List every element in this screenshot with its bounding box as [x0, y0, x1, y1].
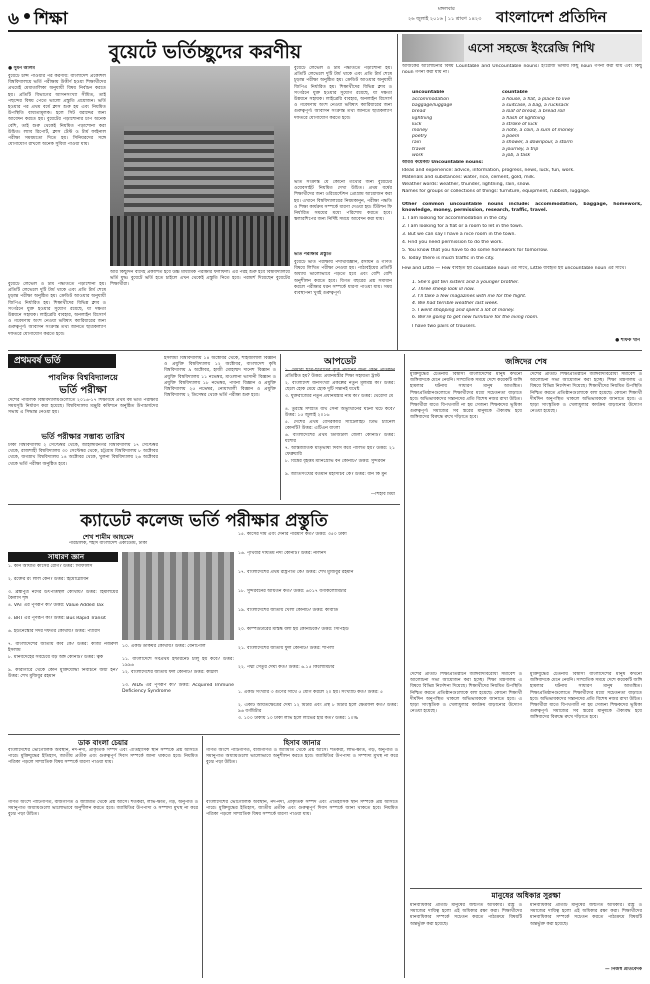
gk-item: ১৮. সুন্দরবনের আয়তন কত? উত্তর: ৬০১৭ বর্গকিলোমিটার [238, 589, 347, 594]
update-item: ৪. তুরস্কে সম্প্রতি ব্যর্থ সেনা অভ্যুত্থানের ঘটনা ঘটে কবে? উত্তর: ১৫ জুলাই ২০১৬ [285, 407, 395, 419]
example2-item: 4. We had terrible weather last week. [412, 301, 499, 306]
buet-subhead: ভর্তি পরীক্ষার প্রস্তুতি [294, 252, 332, 257]
cadet-bottom-divider [202, 736, 203, 978]
gk-item: ৫. BRT এর পূর্ণরূপ কী? উত্তর: Bus Rapid Transit [8, 616, 106, 621]
side-bottom-rule [410, 888, 642, 889]
admission-title-1: পাবলিক বিশ্ববিদ্যালয়ে [48, 373, 118, 382]
noun-countable: a suitcase, a bag, a rucksack [502, 103, 569, 109]
math-body-2: বাংলাদেশের ভৌগোলিক অবস্থান, নদ-নদী, প্রাকৃতিক সম্পদ এবং ঐতিহাসিক স্থান সম্পর্কে প্রশ্ন আসতে পারে। মুক্তিযুদ্ধের ইতিহাস, জাতীয় প্রতীক এবং গুরুত্বপূর্ণ দিবস সম্পর্কে জানা থাকতে হবে। নিয়মিত পত্রিকা পড়লে সাম্প্রতিক বিষয় সম্পর্কে ধারণা পাওয়া যায়। [206, 800, 398, 818]
right-col-divider [404, 354, 405, 978]
gk-item: ৯. কারাগারে থেকে কোন মুক্তিযোদ্ধা নির্বাচনে জয়ী হন? উত্তর: শেখ মুজিবুর রহমান [8, 668, 118, 680]
noun-uncountable: money [412, 128, 428, 134]
rights-title: মানুষের অধিকার সুরক্ষা [491, 891, 561, 900]
others-line: Other common uncountable nouns include: accommodation, baggage, homework, knowledge, money, permission, research, traffic, travel. [402, 202, 642, 214]
section-divider [8, 350, 642, 351]
example-item: 1. I am looking for accommodation in the city. [402, 216, 508, 221]
noun-countable: a house, a flat, a place to live [502, 97, 571, 102]
bullet-icon [24, 13, 30, 19]
noun-countable: a note, a coin, a sum of money [502, 128, 574, 134]
gk-header: সাধারণ জ্ঞান [8, 552, 118, 562]
paper-name: বাংলাদেশ প্রতিদিন [496, 8, 607, 26]
example2-item: 5. I went shopping and spent a lot of money. [412, 308, 515, 313]
col-divider [397, 34, 398, 350]
example-item: 2. I am looking for a flat or a room to let in the town. [402, 224, 524, 229]
update-list [285, 368, 395, 485]
gk-item: ১৩. AIDS এর পূর্ণরূপ কী? উত্তর: Acquired Immune Deficiency Syndrome [122, 683, 234, 695]
english-banner [402, 34, 642, 62]
students-photo [402, 34, 464, 62]
update-item: ৩. যুক্তরাজ্যের নতুন প্রধানমন্ত্রীর নাম কী? উত্তর: থেরেসা মে [285, 394, 394, 399]
update-item: ৬. বাংলাদেশের প্রথম ডিজিটাল জেলা কোনটি? উত্তর: যশোর [285, 433, 395, 445]
gk-item: ১৫. কীসের দাম এবং দেনার পরিমাণ কত? উত্তর: ৩৫০ টাকা [238, 532, 347, 537]
update-item: ৫. দেশের প্রথম বেসরকারি স্যাটেলাইট টিভি চ্যানেল কোনটি? উত্তর: এটিএন বাংলা [285, 420, 395, 432]
rights-credit: — নিজস্ব প্রতিবেদক [605, 967, 642, 972]
map-body: বাংলাদেশের ভৌগোলিক অবস্থান, নদ-নদী, প্রাকৃতিক সম্পদ এবং ঐতিহাসিক স্থান সম্পর্কে প্রশ্ন আসতে পারে। মুক্তিযুদ্ধের ইতিহাস, জাতীয় প্রতীক এবং গুরুত্বপূর্ণ দিবস সম্পর্কে জানা থাকতে হবে। নিয়মিত পত্রিকা পড়লে সাম্প্রতিক বিষয় সম্পর্কে ধারণা পাওয়া যায়। [8, 748, 198, 766]
col-head-uncountable: uncountable [412, 90, 445, 95]
gk-item: ১৯. বাংলাদেশের জাতীয় খেলা কোনটি? উত্তর: কাবাডি [238, 608, 339, 613]
side-title: জঙ্গিদের শেষ [410, 356, 642, 371]
buet-col3: ভর্তি সংক্রান্ত যে কোনো তথ্যের জন্য বুয়েটের ওয়েবসাইট নিয়মিত দেখা উচিত। প্রথম বর্ষের শিক্ষার্থীদের জন্য ওরিয়েন্টেশন প্রোগ্রাম আয়োজন করা হয়। এখানে বিশ্ববিদ্যালয়ের নিয়মকানুন, পরীক্ষা পদ্ধতি ও শিক্ষা কার্যক্রম সম্পর্কে ধারণা দেওয়া হয়। টিউশন ফি নির্ধারিত সময়ের মধ্যে পরিশোধ করতে হবে। স্কলারশিপের জন্য নির্দিষ্ট সময়ে আবেদন করা যায়। [294, 180, 392, 223]
buet-byline: ● সুমন আলম [8, 66, 35, 71]
noun-countable: a stroke of luck [502, 121, 538, 127]
math-header: হিসাব জানার [283, 739, 321, 747]
buet-col1: বুয়েটে চান্স পাওয়ার পর করণীয়: বাংলাদেশ প্রকৌশল বিশ্ববিদ্যালয়ে ভর্তি পরীক্ষায় উত্তীর্ণ হওয়া শিক্ষার্থীদের প্রথমেই মেধাতালিকা অনুযায়ী বিষয় নির্বাচন করতে হয়। প্রতিটি বিভাগের আসনসংখ্যা সীমিত, তাই পছন্দের বিষয় পেতে ভালো প্রস্তুতি প্রয়োজন। ভর্তি হওয়ার পর প্রথম বর্ষে ক্লাস শুরু হয় এবং নিয়মিত উপস্থিতি বাধ্যতামূলক। হলে সিট বরাদ্দের জন্য আবেদন করতে হয়। বুয়েটের পড়াশোনার চাপ অনেক বেশি, তাই শুরু থেকেই নিয়মিত পড়াশোনা করা উচিত। ল্যাব রিপোর্ট, ক্লাস টেস্ট ও টার্ম ফাইনাল পরীক্ষা সময়মতো দিতে হয়। সিনিয়রদের সঙ্গে যোগাযোগ রাখলে অনেক সুবিধা পাওয়া যায়। [8, 74, 106, 148]
gk-item: ২২. পদ্মা সেতুর দৈর্ঘ্য কত? উত্তর: ৬.১৫ কিলোমিটার [238, 665, 335, 670]
english-byline: ● শফিক খান [615, 338, 640, 343]
buet-title: বুয়েটে ভর্তিচ্ছুদের করণীয় [108, 41, 302, 63]
example2-item: 3. I'll take a few magazines with me for the flight. [412, 294, 527, 299]
rights-body: মানবাধিকার প্রতিটি মানুষের জন্মগত অধিকার। রাষ্ট্র ও সমাজের দায়িত্ব হলো এই অধিকার রক্ষা করা। শিক্ষার্থীদের মানবাধিকার সম্পর্কে সচেতন করতে পাঠ্যক্রমে বিষয়টি অন্তর্ভুক্ত করা হয়েছে। [410, 903, 522, 927]
noun-uncountable: bread [412, 109, 426, 115]
crowd-shape [110, 216, 290, 266]
update-title: আপডেট [285, 354, 395, 371]
noun-countable: a job, a task [502, 152, 531, 158]
noun-countable: a flash of lightning [502, 115, 545, 121]
gk-item: ১৬. পৃথিবীর দীর্ঘতম নদী কোনটি? উত্তর: নীলনদ [238, 551, 327, 556]
examples2-list [412, 280, 642, 322]
ideas-line: Ideas and experience: advice, information, progress, news, luck, fun, work. [402, 168, 575, 173]
noun-uncountable: accommodation [412, 97, 449, 102]
gk-item: ১১. বাংলাদেশে সর্বপ্রথম ইন্টারনেট চালু হয় কবে? উত্তর: ১৯৯৬ [122, 657, 234, 669]
noun-uncountable: travel [412, 146, 426, 152]
examples-list [402, 216, 642, 264]
cadet-author-role: পরিচালক, শহীদ বাংলাদেশ একাডেমি, ঢাকা [68, 541, 148, 546]
admission-divider [280, 354, 281, 500]
noun-row [412, 153, 642, 159]
update-item: ৭. আন্তর্জাতিক মাতৃভাষা দিবস কবে পালিত হয়? উত্তর: ২১ ফেব্রুয়ারি [285, 446, 395, 458]
section-title: শিক্ষা [34, 9, 68, 29]
gk-item: ৬. ইউনেস্কোর সদর দফতর কোথায়? উত্তর: প্যারিস [8, 629, 100, 634]
admission-body: দেশের পাবলিক বিশ্ববিদ্যালয়গুলোতে ২০১৬-১৭ শিক্ষাবর্ষে প্রথম বর্ষ ভর্তি পরীক্ষার সময়সূচি নির্ধারণ করা হয়েছে। বিশ্ববিদ্যালয় মঞ্জুরি কমিশনে অনুষ্ঠিত উপাচার্যদের সভায় এ সিদ্ধান্ত নেওয়া হয়। [8, 398, 158, 416]
gk-item: ১. কীন আঘাত কীসের রোগ? উত্তর: সিফিলিস [8, 564, 93, 569]
admission-title-2: ভর্তি পরীক্ষা [59, 385, 107, 396]
noun-uncountable: poetry [412, 134, 427, 140]
map-header: ডাক বাংলা চেয়ার [78, 739, 128, 747]
materials-line: Materials and substances: water, rice, cement, gold, milk. [402, 175, 536, 180]
gk-item: ৪. VAT এর পূর্ণরূপ কী? উত্তর: Value Added Tax [8, 603, 104, 608]
noun-rows [412, 97, 642, 159]
math-item: ১. একটি সংখ্যার ৩ গুণের সাথে ৫ যোগ করলে ২০ হয়। সংখ্যাটি কত? উত্তর: ৫ [238, 690, 384, 695]
masthead [8, 4, 642, 30]
gk-list [8, 564, 118, 681]
side-body-4: মুক্তিযুদ্ধের চেতনায় বিশ্বাসী বাংলাদেশের মানুষ কখনো জঙ্গিবাদকে মেনে নেয়নি। সাম্প্রতিক সময়ে দেশে কয়েকটি জঙ্গি হামলার ঘটনায় সাধারণ মানুষ আতঙ্কিত। শিক্ষাপ্রতিষ্ঠানগুলোতে শিক্ষার্থীদের মধ্যে সচেতনতা বাড়াতে হবে। অভিভাবকদের সন্তানদের প্রতি বিশেষ নজর রাখা উচিত। শিক্ষার্থীরা যাতে বিপথগামী না হয় সেজন্য শিক্ষকদের ভূমিকা গুরুত্বপূর্ণ। সমাজের সব স্তরের মানুষকে ঐক্যবদ্ধ হয়ে জঙ্গিবাদের বিরুদ্ধে রুখে দাঁড়াতে হবে। [530, 672, 642, 721]
more-nouns-head: আরও কয়েকটি Uncountable nouns: [402, 160, 484, 165]
example-item: 5. You know that you have to do some homework for tomorrow. [402, 248, 548, 253]
cadet-author: শেখ শামীম আহমেদ [82, 533, 134, 541]
buet-col1b: বুয়েটে লেভেল ও টার্ম পদ্ধতিতে পড়াশোনা হয়। প্রতিটি লেভেলে দুটি টার্ম থাকে এবং প্রতি টার্ম শেষে চূড়ান্ত পরীক্ষা অনুষ্ঠিত হয়। ক্রেডিট আওয়ার অনুযায়ী জিপিএ নির্ধারিত হয়। শিক্ষার্থীদের বিভিন্ন ক্লাব ও সংগঠনে যুক্ত হওয়ার সুযোগ রয়েছে, যা দক্ষতা উন্নয়নে সহায়ক। লাইব্রেরি ব্যবহার, অনলাইন রিসোর্স ও গবেষণায় অংশ নেওয়া ভবিষ্যৎ ক্যারিয়ারের জন্য গুরুত্বপূর্ণ। আবাসন সংক্রান্ত তথ্য জানতে ছাত্রকল্যাণ দফতরে যোগাযোগ করতে হবে। [8, 282, 106, 337]
admission-dates: ঢাকা বিশ্ববিদ্যালয় ২ সেপ্টেম্বর থেকে, জাহাঙ্গীরনগর বিশ্ববিদ্যালয় ১৭ সেপ্টেম্বর থেকে, রাজশাহী বিশ্ববিদ্যালয় ৩০ সেপ্টেম্বর থেকে, চট্টগ্রাম বিশ্ববিদ্যালয় ৮ অক্টোবর থেকে, জগন্নাথ বিশ্ববিদ্যালয় ১৪ অক্টোবর থেকে, খুলনা বিশ্ববিদ্যালয় ২৬ অক্টোবর থেকে ভর্তি পরীক্ষা অনুষ্ঠিত হবে। [8, 443, 158, 467]
side-body-3: দেশের প্রতিটি শিক্ষাপ্রতিষ্ঠানে জঙ্গিবাদবিরোধী সমাবেশ ও আলোচনা সভা আয়োজন করা হচ্ছে। শিক্ষা মন্ত্রণালয় এ বিষয়ে বিভিন্ন নির্দেশনা দিয়েছে। শিক্ষার্থীদের নিয়মিত উপস্থিতি নিশ্চিত করতে প্রতিষ্ঠানগুলোকে বলা হয়েছে। কোনো শিক্ষার্থী দীর্ঘদিন অনুপস্থিত থাকলে অভিভাবককে জানাতে হবে। এ ছাড়া সাংস্কৃতিক ও খেলাধুলার কার্যক্রম বাড়ানোর উদ্যোগ নেওয়া হয়েছে। [410, 672, 522, 715]
math-item: ৩. ১০০ টাকায় ১০ টাকা লাভ হলে লাভের হার কত? উত্তর: ১০% [238, 716, 358, 721]
side-body: মুক্তিযুদ্ধের চেতনায় বিশ্বাসী বাংলাদেশের মানুষ কখনো জঙ্গিবাদকে মেনে নেয়নি। সাম্প্রতিক সময়ে দেশে কয়েকটি জঙ্গি হামলার ঘটনায় সাধারণ মানুষ আতঙ্কিত। শিক্ষাপ্রতিষ্ঠানগুলোতে শিক্ষার্থীদের মধ্যে সচেতনতা বাড়াতে হবে। অভিভাবকদের সন্তানদের প্রতি বিশেষ নজর রাখা উচিত। শিক্ষার্থীরা যাতে বিপথগামী না হয় সেজন্য শিক্ষকদের ভূমিকা গুরুত্বপূর্ণ। সমাজের সব স্তরের মানুষকে ঐক্যবদ্ধ হয়ে জঙ্গিবাদের বিরুদ্ধে রুখে দাঁড়াতে হবে। [410, 372, 522, 421]
math-body: গণিত অংশে পাটিগণিত, বীজগণিত ও জ্যামিতি থেকে প্রশ্ন আসে। শতকরা, লাভ-ক্ষতি, গড়, অনুপাত ও সমানুপাত অধ্যায়গুলো ভালোভাবে অনুশীলন করতে হবে। জ্যামিতির উপপাদ্য ও সম্পাদ্য মুখস্থ না করে বুঝে পড়া উচিত। [206, 748, 398, 766]
noun-uncountable: work [412, 152, 424, 158]
gk-item: ৩. ব্রহ্মপুত্র নদের উৎপত্তিস্থল কোথায়? উত্তর: হিমালয়ের কৈলাস শৃঙ্গ [8, 590, 118, 602]
issue-day: মঙ্গলবার [438, 6, 455, 12]
noun-countable: a journey, a trip [502, 146, 539, 152]
gk-item: ২১. বাংলাদেশের জাতীয় ফুল কোনটি? উত্তর: শাপলা [238, 646, 335, 651]
noun-uncountable: baggage/luggage [412, 103, 453, 109]
noun-uncountable: lightning [412, 115, 433, 121]
gk-item: ৭. বাংলাদেশের জাতীয় কবি কে? উত্তর: কাজী নজরুল ইসলাম [8, 642, 118, 654]
example2-item: 6. We're going to get new furniture for the living room. [412, 315, 539, 320]
masthead-rule [8, 30, 642, 32]
cadet-lower-rule [8, 734, 400, 735]
gk-item: ১২. বাংলাদেশের জাতীয় ফল কোনটি? উত্তর: কাঁঠাল [122, 670, 218, 675]
update-item: ৯. জাতিসংঘের বর্তমান মহাসচিব কে? উত্তর: বান কি মুন [285, 472, 387, 477]
admission-col2: ইসলামী বিশ্ববিদ্যালয় ১৪ অক্টোবর থেকে, শাহজালাল বিজ্ঞান ও প্রযুক্তি বিশ্ববিদ্যালয় ১২ অক্টোবর, বাংলাদেশ কৃষি বিশ্ববিদ্যালয় ৯ অক্টোবর, হাজী মোহাম্মদ দানেশ বিজ্ঞান ও প্রযুক্তি বিশ্ববিদ্যালয় ১১ নভেম্বর, মাওলানা ভাসানী বিজ্ঞান ও প্রযুক্তি বিশ্ববিদ্যালয় ১৮ নভেম্বর, পাবনা বিজ্ঞান ও প্রযুক্তি বিশ্ববিদ্যালয় ২৫ নভেম্বর, নোয়াখালী বিজ্ঞান ও প্রযুক্তি বিশ্ববিদ্যালয় ২ ডিসেম্বর থেকে ভর্তি পরীক্ষা শুরু হবে। [164, 356, 276, 399]
gk-item: ১৭. বাংলাদেশের প্রথম রাষ্ট্রপতি কে? উত্তর: শেখ মুজিবুর রহমান [238, 570, 354, 575]
example2-item: 2. Three sheep look ill now. [412, 287, 475, 292]
map-body-2: গণিত অংশে পাটিগণিত, বীজগণিত ও জ্যামিতি থেকে প্রশ্ন আসে। শতকরা, লাভ-ক্ষতি, গড়, অনুপাত ও সমানুপাত অধ্যায়গুলো ভালোভাবে অনুশীলন করতে হবে। জ্যামিতির উপপাদ্য ও সম্পাদ্য মুখস্থ না করে বুঝে পড়া উচিত। [8, 800, 198, 818]
english-intro: আজকের আলোচনার বিষয় Countable and Uncountable nouns। ইংরেজি ভাষায় কিছু noun গণনা করা যায় এবং কিছু noun গণনা করা যায় না। [402, 64, 642, 76]
groups-line: Names for groups or collections of things: furniture, equipment, rubbish, luggage. [402, 189, 591, 194]
col-head-countable: countable [502, 90, 528, 95]
cadet-title: ক্যাডেট কলেজ ভর্তি পরীক্ষার প্রস্তুতি [80, 511, 328, 531]
noun-countable: a shower, a downpour, a storm [502, 140, 573, 146]
buet-col4: বুয়েটে ভর্তি পরীক্ষায় পদার্থবিজ্ঞান, রসায়ন ও গণিত বিষয়ে লিখিত পরীক্ষা নেওয়া হয়। পাঠ্যবইয়ের প্রতিটি অধ্যায় ভালোভাবে পড়তে হবে এবং বেশি বেশি অনুশীলন করতে হবে। বিগত বছরের প্রশ্ন সমাধান করলে পরীক্ষার ধরন সম্পর্কে ধারণা পাওয়া যায়। সময় ব্যবস্থাপনা খুবই গুরুত্বপূর্ণ। [294, 260, 392, 297]
update-credit: —শিহাব মিয়া [370, 492, 395, 497]
noun-uncountable: luck [412, 121, 422, 127]
few-little-note: Few and Little — Few ব্যবহৃত হয় countable noun এর সাথে, Little ব্যবহৃত হয় uncountable noun এর সাথে। [402, 266, 627, 271]
example-item: 4. Find you need permission to do the work. [402, 240, 503, 245]
weather-line: Weather words: weather, thunder, lightning, rain, snow. [402, 182, 531, 187]
example2-item: 1. She's got ten sisters and a younger brother. [412, 280, 519, 285]
update-item: ৮. বিশ্বের বৃহত্তম ম্যানগ্রোভ বন কোনটি? উত্তর: সুন্দরবন [285, 459, 386, 464]
gk-item: ২০. কম্পিউটারের মস্তিষ্ক বলা হয় কোনটিকে? উত্তর: সিপিইউ [238, 627, 349, 632]
issue-date: ২৬ জুলাই ২০১৬ | ১১ শ্রাবণ ১৪২৩ [408, 16, 482, 22]
buet-caption: আর কিছুদিন বাদেই প্রকাশিত হবে উচ্চ মাধ্যমিক পরীক্ষার ফলাফল। এর পরই শুরু হবে বিশ্ববিদ্যালয়ে ভর্তি যুদ্ধ। বুয়েটে ভর্তি হতে চাইলে এখন থেকেই প্রস্তুতি নিতে হবে। পরামর্শ দিয়েছেন বুয়েটের শিক্ষার্থীরা। [110, 270, 290, 288]
buet-photo [110, 66, 290, 266]
update-item: ১. মেধাবী ছাত্র-ছাত্রীদের বৃত্তি প্রদানের জন্য কোন প্রতিষ্ঠান প্রতিষ্ঠিত হয়? উত্তর: প্রধানমন্ত্রীর শিক্ষা সহায়তা ট্রাস্ট [285, 368, 395, 380]
noun-countable: a poem [502, 134, 520, 140]
noun-table [402, 90, 642, 156]
side-body-2: দেশের প্রতিটি শিক্ষাপ্রতিষ্ঠানে জঙ্গিবাদবিরোধী সমাবেশ ও আলোচনা সভা আয়োজন করা হচ্ছে। শিক্ষা মন্ত্রণালয় এ বিষয়ে বিভিন্ন নির্দেশনা দিয়েছে। শিক্ষার্থীদের নিয়মিত উপস্থিতি নিশ্চিত করতে প্রতিষ্ঠানগুলোকে বলা হয়েছে। কোনো শিক্ষার্থী দীর্ঘদিন অনুপস্থিত থাকলে অভিভাবককে জানাতে হবে। এ ছাড়া সাংস্কৃতিক ও খেলাধুলার কার্যক্রম বাড়ানোর উদ্যোগ নেওয়া হয়েছে। [530, 372, 642, 415]
cadet-mid-list [122, 644, 234, 696]
gk-item: ৮. মানবদেহের সবচেয়ে বড় অঙ্গ কোনটি? উত্তর: ত্বক [8, 655, 104, 660]
cadet-photo [122, 552, 234, 640]
building-shape [124, 126, 274, 216]
update-box [285, 354, 395, 500]
update-item: ২. বাংলাদেশ জনসংখ্যা প্রকল্পের নতুন মূলমন্ত্র কী? উত্তর: ছেলে হোক মেয়ে হোক দুটি সন্তানই যথেষ্ট [285, 381, 395, 393]
admission-subhead: ভর্তি পরীক্ষার সম্ভাব্য তারিখ [41, 432, 125, 441]
rights-body-2: মানবাধিকার প্রতিটি মানুষের জন্মগত অধিকার। রাষ্ট্র ও সমাজের দায়িত্ব হলো এই অধিকার রক্ষা করা। শিক্ষার্থীদের মানবাধিকার সম্পর্কে সচেতন করতে পাঠ্যক্রমে বিষয়টি অন্তর্ভুক্ত করা হয়েছে। [530, 903, 642, 927]
buet-col2: বুয়েটে লেভেল ও টার্ম পদ্ধতিতে পড়াশোনা হয়। প্রতিটি লেভেলে দুটি টার্ম থাকে এবং প্রতি টার্ম শেষে চূড়ান্ত পরীক্ষা অনুষ্ঠিত হয়। ক্রেডিট আওয়ার অনুযায়ী জিপিএ নির্ধারিত হয়। শিক্ষার্থীদের বিভিন্ন ক্লাব ও সংগঠনে যুক্ত হওয়ার সুযোগ রয়েছে, যা দক্ষতা উন্নয়নে সহায়ক। লাইব্রেরি ব্যবহার, অনলাইন রিসোর্স ও গবেষণায় অংশ নেওয়া ভবিষ্যৎ ক্যারিয়ারের জন্য গুরুত্বপূর্ণ। আবাসন সংক্রান্ত তথ্য জানতে ছাত্রকল্যাণ দফতরে যোগাযোগ করতে হবে। [294, 66, 392, 121]
math-list [238, 690, 398, 729]
page-number: ৬ [8, 9, 20, 29]
gk-item: ১০. একটি ডাকঘর কোথায়? উত্তর: বেনাপোল [122, 644, 206, 649]
math-item: ২. একটি আয়তক্ষেত্রের দৈর্ঘ্য ১২ মিটার এবং প্রস্থ ৮ মিটার হলে ক্ষেত্রফল কত? উত্তর: ৯৬ বর্গমিটার [238, 703, 398, 715]
admission-header: প্রথমবর্ষ ভর্তি [8, 354, 116, 368]
english-title: এসো সহজে ইংরেজি শিখি [468, 41, 595, 55]
noun-uncountable: rain [412, 140, 421, 146]
example-item: 3. But we can say I have a nice room in the town. [402, 232, 516, 237]
cadet-right-list [238, 532, 398, 684]
cadet-top-rule [8, 504, 400, 505]
noun-countable: a loaf of bread, a bread roll [502, 109, 565, 115]
trousers-line: I have two pairs of trousers. [412, 324, 477, 329]
gk-item: ২. রক্তের রং লাল কেন? উত্তর: হিমোগ্লোবিন [8, 577, 89, 582]
example-item: 6. Today there is much traffic in the city. [402, 256, 495, 261]
